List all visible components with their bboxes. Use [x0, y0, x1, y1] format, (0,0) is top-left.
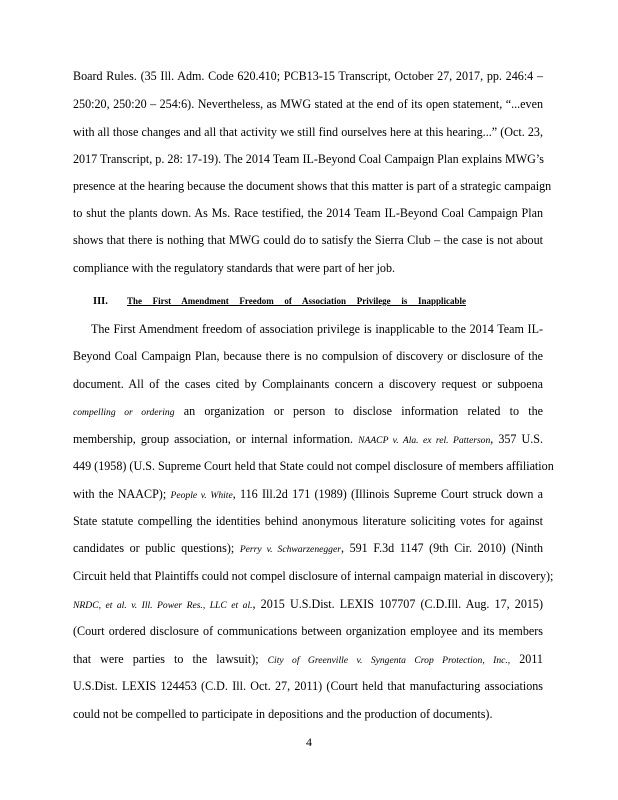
paragraph1-line: with all those changes and all that activity we still find ourselves here at this hearing...” (Oct. 23,: [73, 125, 543, 139]
paragraph1-line: shows that there is nothing that MWG could do to satisfy the Sierra Club – the case is not about: [73, 233, 543, 247]
paragraph1-line: presence at the hearing because the document shows that this matter is part of a strategic campaign: [73, 179, 552, 193]
text-span: membership, group association, or internal information.: [73, 432, 354, 446]
paragraph2-line: State statute compelling the identities behind anonymous literature soliciting votes for against: [73, 514, 543, 528]
text-span: , 116 Ill.2d 171 (1989) (Illinois Supreme Court struck down a: [232, 487, 544, 501]
text-span: , 2015 U.S.Dist. LEXIS 107707 (C.D.Ill. Aug. 17, 2015): [252, 597, 543, 611]
case-citation: City of Greenville v. Syngenta Crop Protection, Inc.,: [267, 655, 511, 666]
paragraph2-line: [73, 652, 543, 668]
case-citation: People v. White: [170, 490, 233, 501]
paragraph2-line: U.S.Dist. LEXIS 124453 (C.D. Ill. Oct. 27, 2011) (Court held that manufacturing associations: [73, 679, 543, 693]
section-heading: [93, 296, 466, 307]
text-span: with the NAACP);: [73, 487, 167, 501]
paragraph1-line: 250:20, 250:20 – 254:6). Nevertheless, as MWG stated at the end of its open statement, “...even: [73, 97, 543, 111]
text-span: an organization or person to disclose information related to the: [183, 404, 543, 418]
paragraph2-line: [73, 487, 543, 503]
text-span: that were parties to the lawsuit);: [73, 652, 259, 666]
paragraph2-line: [73, 597, 543, 613]
section-title: The First Amendment Freedom of Association Privilege is Inapplicable: [127, 296, 466, 306]
paragraph2-line: could not be compelled to participate in depositions and the production of documents).: [73, 707, 493, 721]
paragraph1-line: to shut the plants down. As Ms. Race testified, the 2014 Team IL-Beyond Coal Campaign Plan: [73, 206, 543, 220]
case-citation: NAACP v. Ala. ex rel. Patterson: [358, 435, 491, 446]
emphasis-text: compelling or ordering: [73, 407, 175, 418]
paragraph1-line: 2017 Transcript, p. 28: 17-19). The 2014 Team IL-Beyond Coal Campaign Plan explains MWG’s: [73, 152, 544, 166]
paragraph2-line: Circuit held that Plaintiffs could not compel disclosure of internal campaign material in discovery);: [73, 569, 554, 583]
paragraph2-line: [73, 432, 543, 448]
paragraph2-line: [73, 541, 543, 557]
paragraph2-line: 449 (1958) (U.S. Supreme Court held that State could not compel disclosure of members affiliation: [73, 459, 554, 473]
text-span: , 591 F.3d 1147 (9th Cir. 2010) (Ninth: [340, 541, 543, 555]
paragraph2-line: (Court ordered disclosure of communications between organization employee and its members: [73, 624, 543, 638]
paragraph2-line: Beyond Coal Campaign Plan, because there is no compulsion of discovery or disclosure of the: [73, 349, 543, 363]
text-span: candidates or public questions);: [73, 541, 235, 555]
paragraph2-line: [73, 404, 543, 420]
paragraph1-line: Board Rules. (35 Ill. Adm. Code 620.410; PCB13-15 Transcript, October 27, 2017, pp. 246:4 –: [73, 69, 543, 83]
section-number: III.: [93, 296, 108, 307]
text-span: , 357 U.S.: [490, 432, 543, 446]
paragraph2-line: document. All of the cases cited by Complainants concern a discovery request or subpoena: [73, 377, 543, 391]
case-citation: Perry v. Schwarzenegger: [239, 544, 341, 555]
case-citation: NRDC, et al. v. Ill. Power Res., LLC et al.: [73, 600, 253, 611]
text-span: 2011: [519, 652, 543, 666]
paragraph2-line: The First Amendment freedom of association privilege is inapplicable to the 2014 Team IL-: [91, 322, 543, 336]
page-number: 4: [306, 735, 312, 749]
paragraph1-line: compliance with the regulatory standards that were part of her job.: [73, 261, 396, 275]
